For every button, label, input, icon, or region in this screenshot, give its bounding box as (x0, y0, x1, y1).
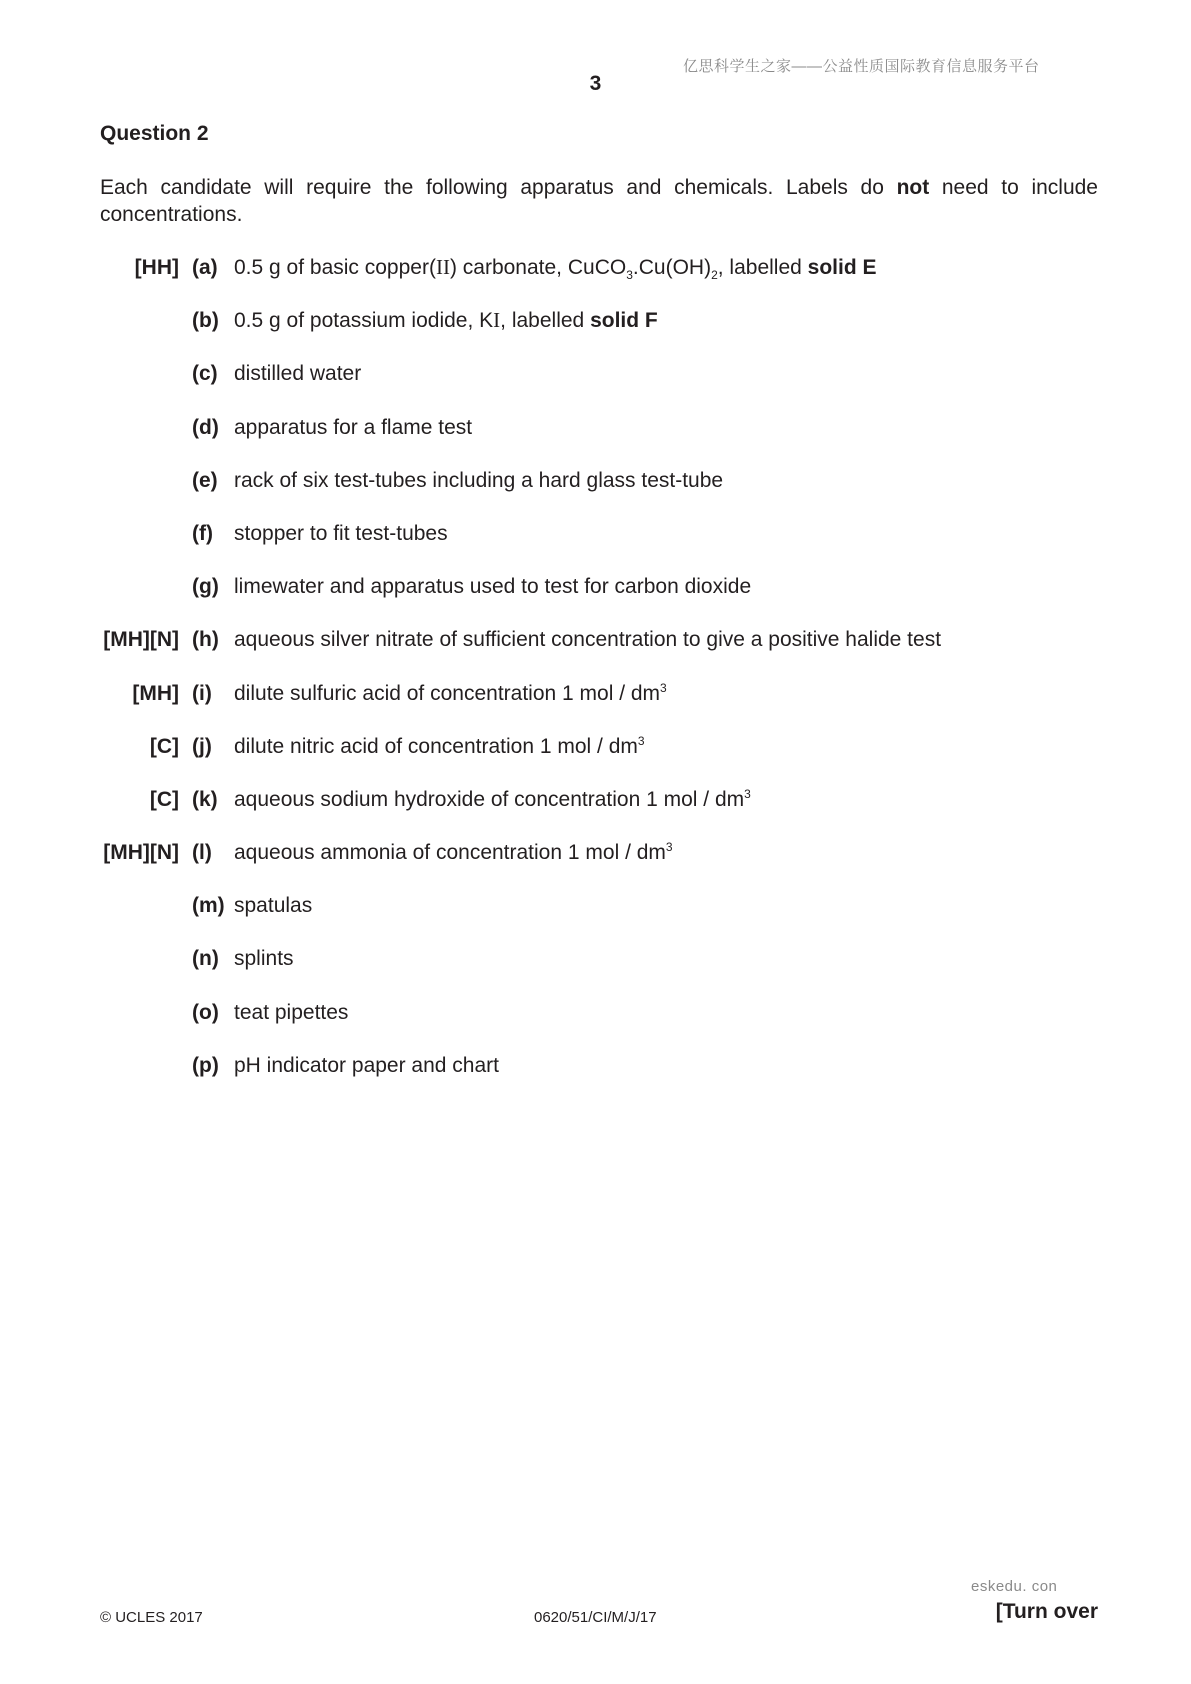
item-letter: (b) (192, 309, 219, 333)
list-item (0, 360, 1191, 413)
header-watermark: 亿思科学生之家——公益性质国际教育信息服务平台 (683, 58, 1040, 75)
item-text: dilute nitric acid of concentration 1 mol / $dm^3$ (234, 733, 645, 758)
turn-over-label: [Turn over (995, 1600, 1098, 1623)
item-text: 0.5 g of basic copper(II) carbonate, $CuCO_3.Cu(OH)_2$, labelled solid E (234, 255, 877, 283)
item-letter: (o) (192, 1000, 219, 1024)
item-text: stopper to fit test-tubes (234, 521, 448, 545)
item-letter: (p) (192, 1053, 219, 1077)
list-item (0, 520, 1191, 573)
footer-copyright: © UCLES 2017 (100, 1609, 203, 1626)
item-tag: [MH] (132, 681, 179, 705)
list-item (0, 414, 1191, 467)
item-text: spatulas (234, 894, 313, 918)
item-text: apparatus for a flame test (234, 415, 473, 439)
item-text: limewater and apparatus used to test for carbon dioxide (234, 575, 752, 599)
list-item (0, 626, 1191, 679)
item-letter: (a) (192, 256, 218, 279)
intro-text-after: need to include concentrations. (100, 176, 1098, 226)
item-text: distilled water (234, 362, 362, 386)
list-item (0, 254, 1191, 307)
footer-syllabus-code: 0620/51/CI/M/J/17 (534, 1609, 657, 1626)
item-letter: (j) (192, 734, 212, 758)
item-letter: (k) (192, 787, 218, 811)
item-letter: (n) (192, 947, 219, 971)
question-title: Question 2 (100, 122, 209, 145)
item-text: 0.5 g of potassium iodide, KI, labelled solid F (234, 308, 658, 333)
list-item (0, 680, 1191, 733)
intro-text-before: Each candidate will require the following apparatus and chemicals. Labels do (100, 176, 897, 199)
list-item (0, 1052, 1191, 1105)
item-text: teat pipettes (234, 1000, 349, 1024)
item-letter: (m) (192, 894, 225, 918)
list-item (0, 733, 1191, 786)
intro-emphasis: not (896, 176, 930, 199)
item-letter: (c) (192, 362, 218, 386)
list-item (0, 892, 1191, 945)
list-item (0, 945, 1191, 998)
item-letter: (d) (192, 415, 219, 439)
question-intro (100, 174, 1098, 228)
item-letter: (l) (192, 841, 212, 865)
item-text: rack of six test-tubes including a hard glass test-tube (234, 468, 724, 492)
footer-watermark: eskedu. con (971, 1578, 1058, 1595)
item-text: dilute sulfuric acid of concentration 1 mol / $dm^3$ (234, 680, 667, 705)
item-text: aqueous ammonia of concentration 1 mol / $dm^3$ (234, 840, 673, 865)
apparatus-list (0, 254, 1191, 1105)
list-item (0, 839, 1191, 892)
list-item (0, 786, 1191, 839)
list-item (0, 307, 1191, 360)
item-letter: (f) (192, 521, 213, 545)
item-tag: [C] (149, 787, 179, 811)
list-item (0, 999, 1191, 1052)
item-letter: (h) (192, 628, 219, 652)
item-letter: (g) (192, 575, 219, 599)
item-text: aqueous sodium hydroxide of concentration 1 mol / $dm^3$ (234, 786, 751, 811)
list-item (0, 467, 1191, 520)
item-tag: [HH] (134, 256, 179, 279)
item-text: splints (234, 947, 294, 971)
item-tag: [C] (149, 734, 179, 758)
item-text: pH indicator paper and chart (234, 1053, 499, 1077)
item-tag: [MH][N] (103, 841, 179, 865)
item-tag: [MH][N] (103, 628, 179, 652)
page-number: 3 (589, 72, 602, 95)
item-letter: (i) (192, 681, 212, 705)
list-item (0, 573, 1191, 626)
item-letter: (e) (192, 468, 218, 492)
item-text: aqueous silver nitrate of sufficient concentration to give a positive halide test (234, 628, 942, 652)
